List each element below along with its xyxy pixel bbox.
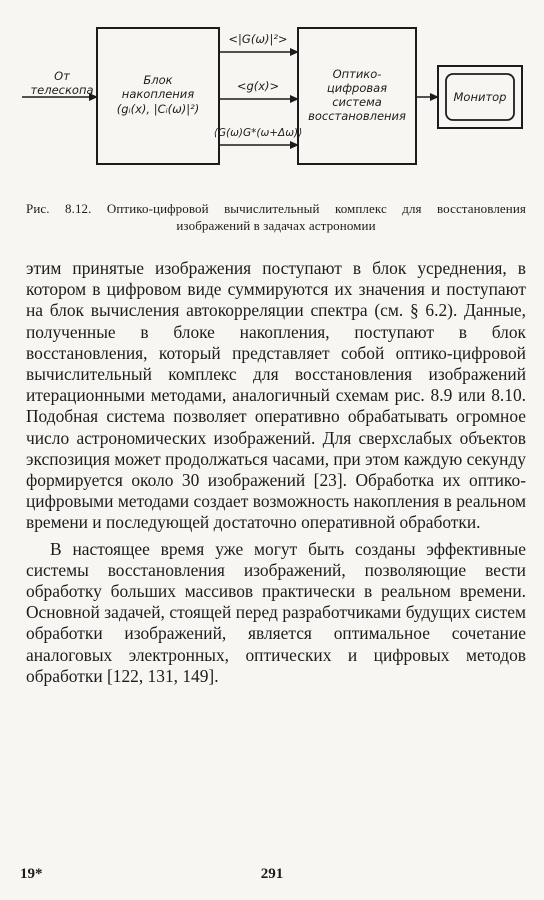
monitor-label: Монитор	[453, 90, 507, 104]
paragraph: этим принятые изображения поступают в блок усреднения, в котором в цифровом виде суммируются их значения и поступают на блок вычисления автокорреляции спектра (см. § 6.2). Данные, полученные в блоке накопления, поступают в блок восстановления, который представляет собой оптико-цифровой вычислительный комплекс для восстановления изображений итерационными методами, аналогичный схемам рис. 8.9 или 8.10. Подобная система позволяет оперативно обрабатывать огромное число астрономических изображений. Для сверхслабых объектов экспозиция может продолжаться часами, при этом каждую секунду формируется около 30 изображений [23]. Обработка их оптико-цифровыми методами создает возможность накопления в реальном времени и последующей достаточно оперативной обработки.	[26, 258, 526, 533]
accumulation-block-formula: (gᵢ(x), |Cᵢ(ω)|²)	[116, 102, 200, 116]
block-diagram	[0, 0, 544, 195]
input-label-line1: От	[54, 69, 70, 83]
signal-label-top: <|G(ω)|²>	[228, 32, 288, 46]
accumulation-block-title: Блок	[143, 73, 173, 87]
figure-caption: Рис. 8.12. Оптико-цифровой вычислительный комплекс для восстановления изображений в задачах астрономии	[26, 201, 526, 233]
reconstruction-block-line1: Оптико-	[332, 67, 382, 81]
body-text	[26, 258, 526, 687]
signal-label-bottom: ⟨G(ω)G*(ω+Δω)⟩	[213, 127, 303, 139]
signal-label-middle: <g(x)>	[236, 79, 280, 93]
paragraph: В настоящее время уже могут быть созданы эффективные системы восстановления изображений, позволяющие вести обработку больших массивов практически в реальном времени. Основной задачей, стоящей перед разработчиками будущих систем обработки изображений, является оптимальное сочетание аналоговых электронных, оптических и цифровых методов обработки [122, 131, 149].	[26, 538, 526, 686]
signature-mark: 19*	[20, 866, 43, 882]
reconstruction-block-line4: восстановления	[308, 109, 406, 123]
reconstruction-block-line3: система	[332, 95, 382, 109]
reconstruction-block-line2: цифровая	[326, 81, 388, 95]
input-label-line2: телескопа	[30, 83, 94, 97]
page-number: 291	[260, 866, 284, 882]
accumulation-block-subtitle: накопления	[121, 87, 195, 101]
